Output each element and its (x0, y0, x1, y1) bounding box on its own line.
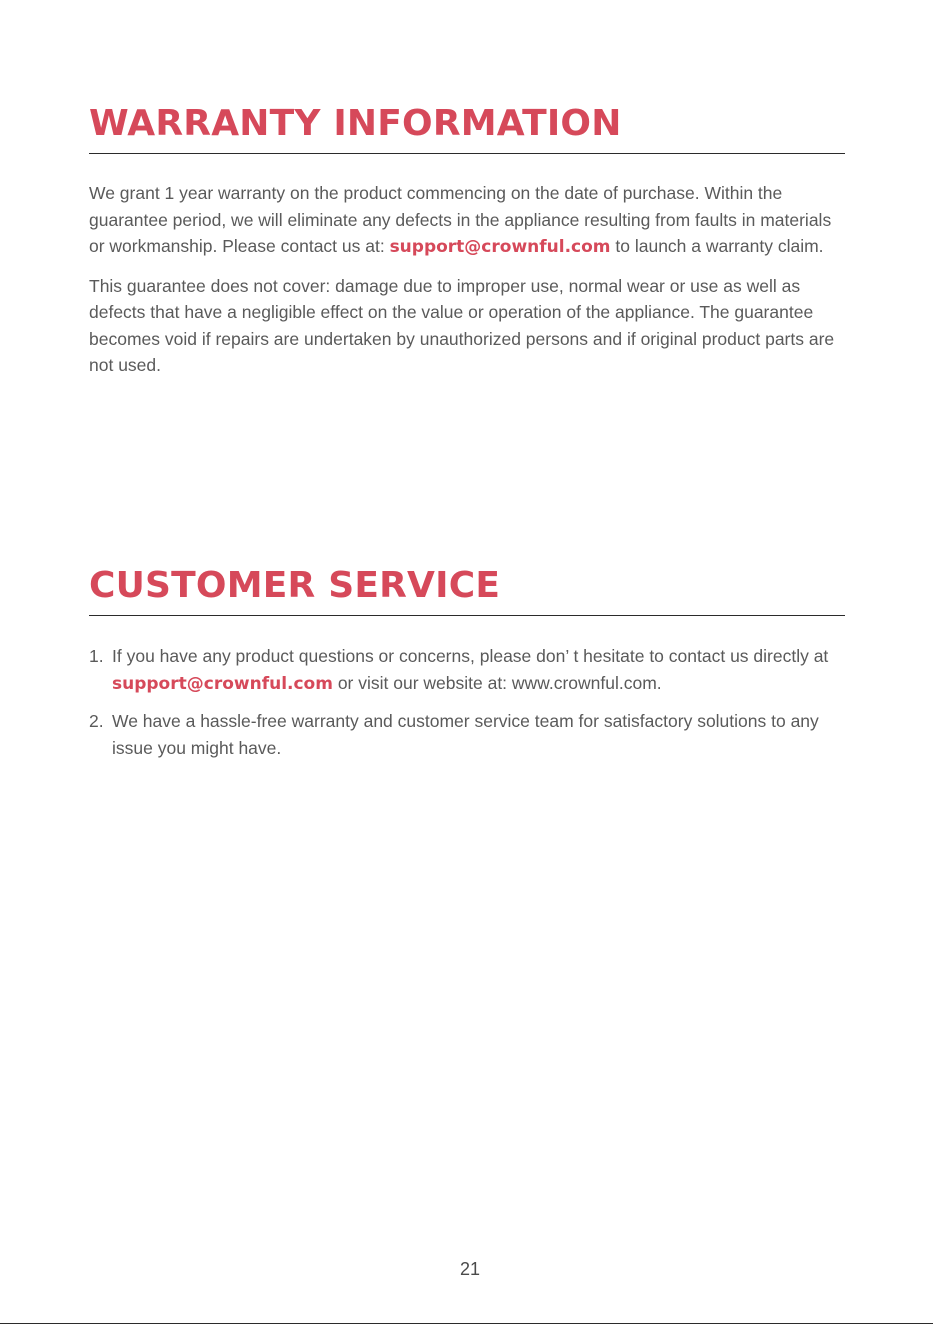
warranty-paragraph-2: This guarantee does not cover: damage due to improper use, normal wear or use as well as defects that have a negligible effect on the value or operation of the appliance. The guarantee becomes void if repairs are undertaken by unauthorized persons and if original product parts are not used. (89, 275, 835, 375)
warranty-paragraph-1-text-b: to launch a warranty claim. (610, 236, 824, 256)
warranty-section (89, 104, 845, 379)
list-item-number: 1. (89, 646, 104, 666)
warranty-paragraph-1 (89, 180, 845, 261)
list-item-text-a: We have a hassle-free warranty and customer service team for satisfactory solutions to any issue you might have. (112, 711, 819, 758)
warranty-paragraph-1-text-a: We grant 1 year warranty on the product commencing on the date of purchase. Within the guarantee period, we will eliminate any defects in the appliance resulting from faults in materials or workmanship. Please contact us at: (89, 183, 832, 256)
page-number: 21 (459, 1259, 481, 1279)
customer-service-support-email-link[interactable]: support@crownful.com (112, 673, 333, 694)
customer-service-section (89, 566, 845, 761)
warranty-support-email-link[interactable]: support@crownful.com (389, 237, 611, 257)
customer-service-list (89, 643, 845, 761)
list-item (89, 643, 845, 697)
warranty-title: WARRANTY INFORMATION (89, 103, 622, 144)
warranty-title-rule (89, 153, 845, 154)
list-item (89, 708, 845, 761)
list-item-number: 2. (89, 711, 104, 731)
customer-service-title-rule (89, 615, 845, 616)
customer-service-title: CUSTOMER SERVICE (89, 565, 501, 606)
list-item-text-a: If you have any product questions or concerns, please don’ t hesitate to contact us directly at (112, 646, 829, 666)
list-item-text-b: or visit our website at: www.crownful.com. (332, 672, 662, 693)
